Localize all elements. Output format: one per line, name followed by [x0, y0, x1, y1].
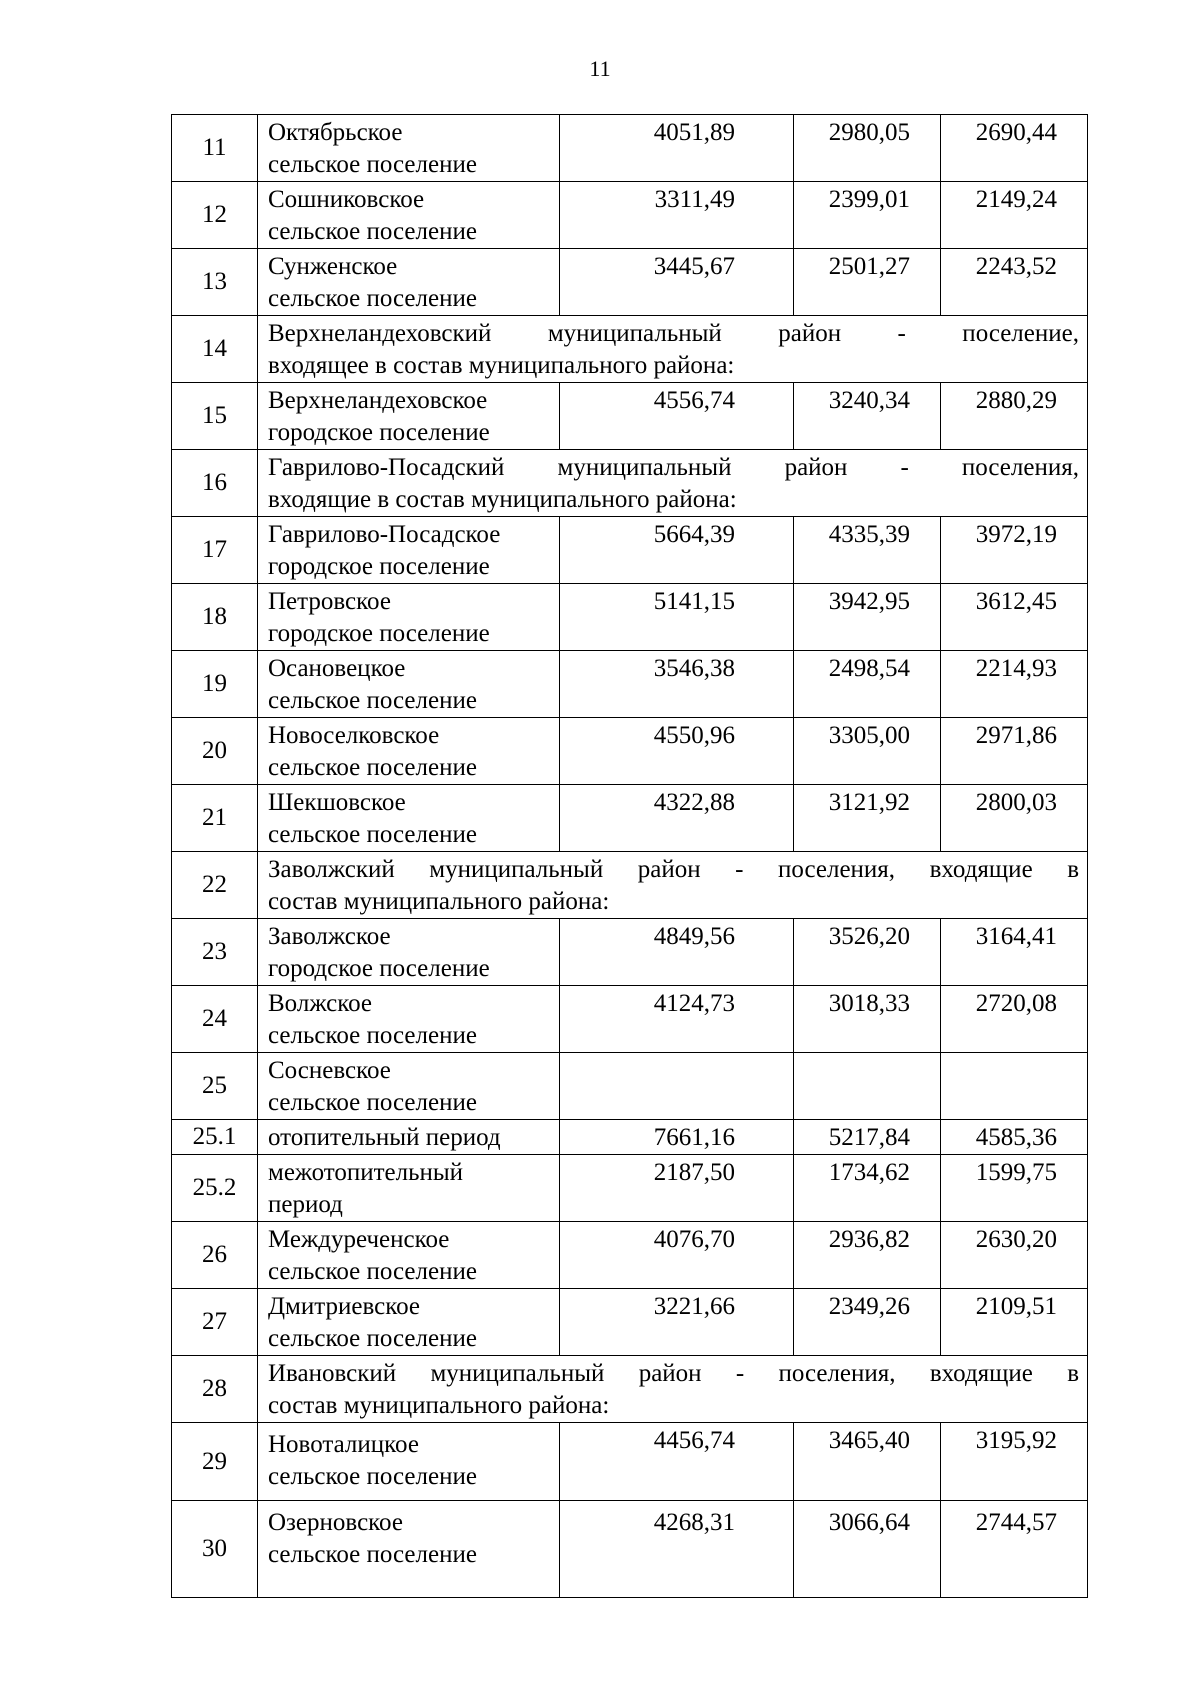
settlement-name-line1: Осановецкое — [268, 655, 406, 682]
row-number: 17 — [172, 517, 258, 584]
settlement-name — [258, 1222, 560, 1289]
row-number: 25 — [172, 1053, 258, 1120]
settlement-name — [258, 919, 560, 986]
settlement-name-line1: Междуреченское — [268, 1226, 450, 1253]
value-col1: 2187,50 — [560, 1155, 794, 1222]
value-col2: 3305,00 — [794, 718, 941, 785]
settlement-name — [258, 986, 560, 1053]
district-header — [258, 852, 1088, 919]
table-row — [172, 1501, 1088, 1598]
table-row — [172, 651, 1088, 718]
district-header-line2: состав муниципального района: — [268, 888, 610, 915]
value-col1: 4849,56 — [560, 919, 794, 986]
row-number: 13 — [172, 249, 258, 316]
settlement-name — [258, 182, 560, 249]
value-col1 — [560, 1053, 794, 1120]
value-col2: 3240,34 — [794, 383, 941, 450]
value-col1: 3445,67 — [560, 249, 794, 316]
settlement-name-line1: Заволжское — [268, 923, 391, 950]
settlement-name-line2: сельское поселение — [268, 1258, 477, 1285]
table-row — [172, 115, 1088, 182]
row-number: 30 — [172, 1501, 258, 1598]
value-col1: 5664,39 — [560, 517, 794, 584]
district-header-line1: Ивановский муниципальный район - поселения, входящие в — [268, 1360, 1079, 1387]
value-col2: 2936,82 — [794, 1222, 941, 1289]
settlement-name — [258, 1053, 560, 1120]
settlement-name-line2: сельское поселение — [268, 821, 477, 848]
value-col3: 2214,93 — [941, 651, 1088, 718]
value-col3: 3195,92 — [941, 1423, 1088, 1501]
settlement-name — [258, 584, 560, 651]
row-number: 11 — [172, 115, 258, 182]
settlement-name — [258, 249, 560, 316]
value-col3: 4585,36 — [941, 1120, 1088, 1155]
row-number: 15 — [172, 383, 258, 450]
table-row — [172, 1120, 1088, 1155]
settlement-name-line2: городское поселение — [268, 955, 490, 982]
table-row — [172, 1053, 1088, 1120]
row-number: 22 — [172, 852, 258, 919]
section-header-row — [172, 316, 1088, 383]
table-row — [172, 182, 1088, 249]
table-row — [172, 1155, 1088, 1222]
value-col2: 1734,62 — [794, 1155, 941, 1222]
settlement-name-line1: Шекшовское — [268, 789, 406, 816]
value-col3: 3972,19 — [941, 517, 1088, 584]
row-number: 25.1 — [172, 1120, 258, 1155]
value-col3: 2971,86 — [941, 718, 1088, 785]
settlement-name-line2: сельское поселение — [268, 754, 477, 781]
value-col2: 5217,84 — [794, 1120, 941, 1155]
value-col2: 3066,64 — [794, 1501, 941, 1598]
settlement-name-line1: отопительный период — [268, 1124, 501, 1151]
value-col2: 2349,26 — [794, 1289, 941, 1356]
table-row — [172, 1423, 1088, 1501]
value-col1: 4456,74 — [560, 1423, 794, 1501]
section-header-row — [172, 852, 1088, 919]
value-col1: 5141,15 — [560, 584, 794, 651]
settlement-name — [258, 1155, 560, 1222]
section-header-row — [172, 450, 1088, 517]
district-header-line2: входящие в состав муниципального района: — [268, 486, 737, 513]
settlement-name-line2: сельское поселение — [268, 1541, 477, 1568]
value-col2: 3465,40 — [794, 1423, 941, 1501]
value-col3: 2630,20 — [941, 1222, 1088, 1289]
district-header-line1: Верхнеландеховский муниципальный район - поселение, — [268, 320, 1079, 347]
settlement-name — [258, 1289, 560, 1356]
district-header — [258, 450, 1088, 517]
section-header-row — [172, 1356, 1088, 1423]
row-number: 25.2 — [172, 1155, 258, 1222]
settlement-name — [258, 1501, 560, 1598]
value-col3: 2243,52 — [941, 249, 1088, 316]
page-number: 11 — [589, 56, 611, 81]
district-header — [258, 1356, 1088, 1423]
value-col2: 3121,92 — [794, 785, 941, 852]
settlement-name — [258, 785, 560, 852]
table-row — [172, 517, 1088, 584]
settlement-name-line1: Новоселковское — [268, 722, 440, 749]
settlement-name-line2: период — [268, 1191, 343, 1218]
value-col3: 2109,51 — [941, 1289, 1088, 1356]
district-header — [258, 316, 1088, 383]
settlement-name-line1: Сунженское — [268, 253, 398, 280]
district-header-line1: Гаврилово-Посадский муниципальный район - поселения, — [268, 454, 1079, 481]
district-header-line1: Заволжский муниципальный район - поселения, входящие в — [268, 856, 1079, 883]
value-col1: 4124,73 — [560, 986, 794, 1053]
settlement-name-line1: Сошниковское — [268, 186, 425, 213]
value-col1: 3546,38 — [560, 651, 794, 718]
settlement-name-line1: Новоталицкое — [268, 1431, 419, 1458]
settlement-name-line1: межотопительный — [268, 1159, 464, 1186]
settlement-name-line2: сельское поселение — [268, 285, 477, 312]
table-row — [172, 1222, 1088, 1289]
row-number: 14 — [172, 316, 258, 383]
value-col1: 7661,16 — [560, 1120, 794, 1155]
value-col2: 3018,33 — [794, 986, 941, 1053]
settlement-name — [258, 1423, 560, 1501]
settlement-name-line2: городское поселение — [268, 620, 490, 647]
table-row — [172, 584, 1088, 651]
settlement-name — [258, 383, 560, 450]
table-row — [172, 785, 1088, 852]
settlement-name-line2: сельское поселение — [268, 1022, 477, 1049]
value-col2: 2498,54 — [794, 651, 941, 718]
value-col1: 4076,70 — [560, 1222, 794, 1289]
settlement-name-line2: сельское поселение — [268, 1325, 477, 1352]
value-col2: 2980,05 — [794, 115, 941, 182]
value-col1: 4051,89 — [560, 115, 794, 182]
row-number: 12 — [172, 182, 258, 249]
settlement-name-line1: Петровское — [268, 588, 391, 615]
value-col2 — [794, 1053, 941, 1120]
settlement-name — [258, 115, 560, 182]
value-col1: 4268,31 — [560, 1501, 794, 1598]
row-number: 18 — [172, 584, 258, 651]
table-row — [172, 718, 1088, 785]
row-number: 23 — [172, 919, 258, 986]
value-col3: 2744,57 — [941, 1501, 1088, 1598]
settlement-name-line1: Дмитриевское — [268, 1293, 420, 1320]
row-number: 19 — [172, 651, 258, 718]
row-number: 24 — [172, 986, 258, 1053]
row-number: 27 — [172, 1289, 258, 1356]
value-col2: 3526,20 — [794, 919, 941, 986]
row-number: 26 — [172, 1222, 258, 1289]
row-number: 28 — [172, 1356, 258, 1423]
value-col1: 4322,88 — [560, 785, 794, 852]
settlement-name — [258, 1120, 560, 1155]
value-col3: 2880,29 — [941, 383, 1088, 450]
value-col3: 3612,45 — [941, 584, 1088, 651]
value-col3 — [941, 1053, 1088, 1120]
district-header-line2: состав муниципального района: — [268, 1392, 610, 1419]
settlement-name-line2: сельское поселение — [268, 218, 477, 245]
settlement-name-line1: Гаврилово-Посадское — [268, 521, 501, 548]
settlement-name-line2: сельское поселение — [268, 1089, 477, 1116]
value-col1: 3311,49 — [560, 182, 794, 249]
value-col1: 4556,74 — [560, 383, 794, 450]
row-number: 21 — [172, 785, 258, 852]
value-col3: 2800,03 — [941, 785, 1088, 852]
value-col2: 2399,01 — [794, 182, 941, 249]
value-col3: 2720,08 — [941, 986, 1088, 1053]
settlement-name-line2: городское поселение — [268, 553, 490, 580]
settlement-name — [258, 718, 560, 785]
settlement-name — [258, 651, 560, 718]
value-col2: 2501,27 — [794, 249, 941, 316]
tariff-table — [171, 114, 1088, 1598]
value-col3: 3164,41 — [941, 919, 1088, 986]
district-header-line2: входящее в состав муниципального района: — [268, 352, 735, 379]
settlement-name-line2: сельское поселение — [268, 151, 477, 178]
table-row — [172, 986, 1088, 1053]
value-col2: 4335,39 — [794, 517, 941, 584]
value-col3: 1599,75 — [941, 1155, 1088, 1222]
settlement-name-line2: сельское поселение — [268, 1463, 477, 1490]
settlement-name-line1: Озерновское — [268, 1509, 403, 1536]
table-row — [172, 919, 1088, 986]
table-row — [172, 249, 1088, 316]
settlement-name — [258, 517, 560, 584]
table-row — [172, 383, 1088, 450]
settlement-name-line1: Верхнеландеховское — [268, 387, 488, 414]
value-col1: 4550,96 — [560, 718, 794, 785]
settlement-name-line1: Волжское — [268, 990, 373, 1017]
value-col3: 2690,44 — [941, 115, 1088, 182]
value-col1: 3221,66 — [560, 1289, 794, 1356]
row-number: 20 — [172, 718, 258, 785]
value-col2: 3942,95 — [794, 584, 941, 651]
settlement-name-line2: городское поселение — [268, 419, 490, 446]
table-row — [172, 1289, 1088, 1356]
value-col3: 2149,24 — [941, 182, 1088, 249]
settlement-name-line2: сельское поселение — [268, 687, 477, 714]
settlement-name-line1: Октябрьское — [268, 119, 403, 146]
row-number: 29 — [172, 1423, 258, 1501]
row-number: 16 — [172, 450, 258, 517]
settlement-name-line1: Сосневское — [268, 1057, 391, 1084]
